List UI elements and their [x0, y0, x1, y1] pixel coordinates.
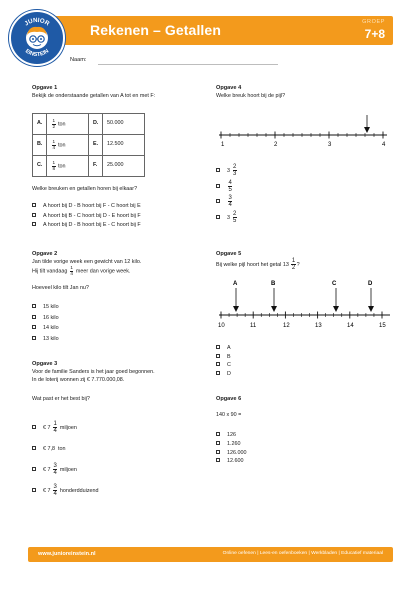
q2-option-1[interactable]: 15 kilo: [32, 302, 59, 313]
q6-title: Opgave 6: [216, 396, 242, 402]
q5-tick-label-15: 15: [379, 323, 386, 329]
q6-options: [216, 431, 247, 466]
q4-option-4[interactable]: 3 $\frac{2}{5}$: [216, 211, 238, 227]
q1-option-1[interactable]: A hoort bij D - B hoort bij F - C hoort bij E: [32, 202, 141, 212]
q5-option-c[interactable]: C: [216, 361, 231, 370]
q5-option-a[interactable]: A: [216, 344, 231, 353]
q2-option-3[interactable]: 14 kilo: [32, 323, 59, 334]
q4-option-3[interactable]: $\frac{3}{4}$: [216, 195, 238, 211]
q1-label-a: A.: [33, 114, 47, 135]
groep-label: GROEP: [362, 19, 385, 25]
footer-links[interactable]: Online oefenen | Lees-en oefenboeken | Werkbladen | Educatief materiaal: [222, 551, 383, 557]
q3-title: Opgave 3: [32, 361, 58, 367]
q1-value-b: $\frac{1}{4}$ ton: [47, 135, 89, 156]
q4-tick-label-4: 4: [382, 142, 386, 148]
q5-tick-label-13: 13: [315, 323, 322, 329]
q3-line1: Voor de familie Sanders is het jaar goed begonnen.: [32, 369, 155, 375]
checkbox[interactable]: [216, 441, 220, 445]
checkbox[interactable]: [216, 354, 220, 358]
q5-arrow-label-d: D: [368, 281, 373, 287]
checkbox[interactable]: [216, 362, 220, 366]
q4-tick-label-1: 1: [221, 142, 225, 148]
q2-option-4[interactable]: 13 kilo: [32, 334, 59, 345]
q3-option-1[interactable]: € 7 $\frac{1}{4}$ miljoen: [32, 418, 99, 439]
q3-question: Wat past er het best bij?: [32, 396, 90, 402]
q6-option-4[interactable]: 12.600: [216, 457, 247, 466]
q3-option-4[interactable]: € 7 $\frac{3}{4}$ honderdduizend: [32, 481, 99, 502]
q4-option-1[interactable]: 3 $\frac{2}{3}$: [216, 164, 238, 180]
q2-title: Opgave 2: [32, 251, 58, 257]
q5-option-b[interactable]: B: [216, 353, 231, 362]
q5-tick-label-12: 12: [283, 323, 290, 329]
logo-bottom-text: EINSTEIN: [23, 48, 51, 59]
q6-option-2[interactable]: 1.260: [216, 440, 247, 449]
q4-option-2[interactable]: $\frac{4}{5}$: [216, 180, 238, 196]
q5-arrow-label-b: B: [271, 281, 276, 287]
q3-line2: In de loterij wonnen zij € 7.770.000,08.: [32, 377, 125, 383]
q1-label-f: F.: [89, 156, 103, 177]
q1-label-c: C.: [33, 156, 47, 177]
q4-title: Opgave 4: [216, 85, 242, 91]
q1-value-e: 12.500: [103, 135, 145, 156]
q6-option-1[interactable]: 126: [216, 431, 247, 440]
q1-question: Welke breuken en getallen horen bij elkaar?: [32, 186, 138, 192]
q6-question: 140 x 90 =: [216, 412, 242, 418]
q1-value-d: 50.000: [103, 114, 145, 135]
footer-bar: [28, 547, 393, 562]
checkbox[interactable]: [216, 450, 220, 454]
q3-option-3[interactable]: € 7 $\frac{3}{4}$ miljoen: [32, 460, 99, 481]
q1-label-b: B.: [33, 135, 47, 156]
q5-options: [216, 344, 231, 378]
q1-label-e: E.: [89, 135, 103, 156]
q5-tick-label-10: 10: [218, 323, 225, 329]
page-title: Rekenen – Getallen: [90, 22, 221, 38]
q1-intro: Bekijk de onderstaande getallen van A tot en met F:: [32, 93, 156, 99]
checkbox[interactable]: [216, 458, 220, 462]
footer-url-link[interactable]: www.junioreinstein.nl: [38, 551, 96, 557]
q4-tick-label-2: 2: [274, 142, 278, 148]
q1-option-3[interactable]: A hoort bij D - B hoort bij E - C hoort bij F: [32, 221, 141, 231]
q5-option-d[interactable]: D: [216, 370, 231, 379]
q1-value-c: $\frac{1}{8}$ ton: [47, 156, 89, 177]
q2-option-2[interactable]: 16 kilo: [32, 313, 59, 324]
q5-tick-label-11: 11: [250, 323, 257, 329]
q1-value-a: $\frac{1}{2}$ ton: [47, 114, 89, 135]
checkbox[interactable]: [216, 432, 220, 436]
q5-arrow-label-c: C: [332, 281, 337, 287]
q1-label-d: D.: [89, 114, 103, 135]
q5-tick-label-14: 14: [347, 323, 354, 329]
q4-question: Welke breuk hoort bij de pijl?: [216, 93, 286, 99]
q2-line2: Hij tilt vandaag $\frac{1}{4}$ meer dan vorige week.: [32, 265, 131, 276]
q4-tick-label-3: 3: [328, 142, 332, 148]
q1-value-f: 25.000: [103, 156, 145, 177]
q1-title: Opgave 1: [32, 85, 58, 91]
q5-question: Bij welke pijl hoort het getal 13 $\frac{1}{2}$ ?: [216, 258, 300, 271]
q2-question: Hoeveel kilo tilt Jan nu?: [32, 285, 89, 291]
logo-top-text: JUNIOR: [23, 16, 51, 28]
q5-title: Opgave 5: [216, 251, 242, 257]
junior-einstein-logo: [9, 10, 65, 66]
q5-arrow-label-a: A: [233, 281, 238, 287]
q1-option-2[interactable]: A hoort bij B - C hoort bij D - E hoort bij F: [32, 212, 141, 222]
groep-value: 7+8: [364, 27, 385, 41]
checkbox[interactable]: [216, 371, 220, 375]
checkbox[interactable]: [216, 345, 220, 349]
q6-option-3[interactable]: 126.000: [216, 449, 247, 458]
q2-line1: Jan tilde vorige week een gewicht van 12 kilo.: [32, 259, 142, 265]
name-label: Naam:: [70, 57, 87, 63]
q3-option-2[interactable]: € 7,8 ton: [32, 439, 99, 460]
